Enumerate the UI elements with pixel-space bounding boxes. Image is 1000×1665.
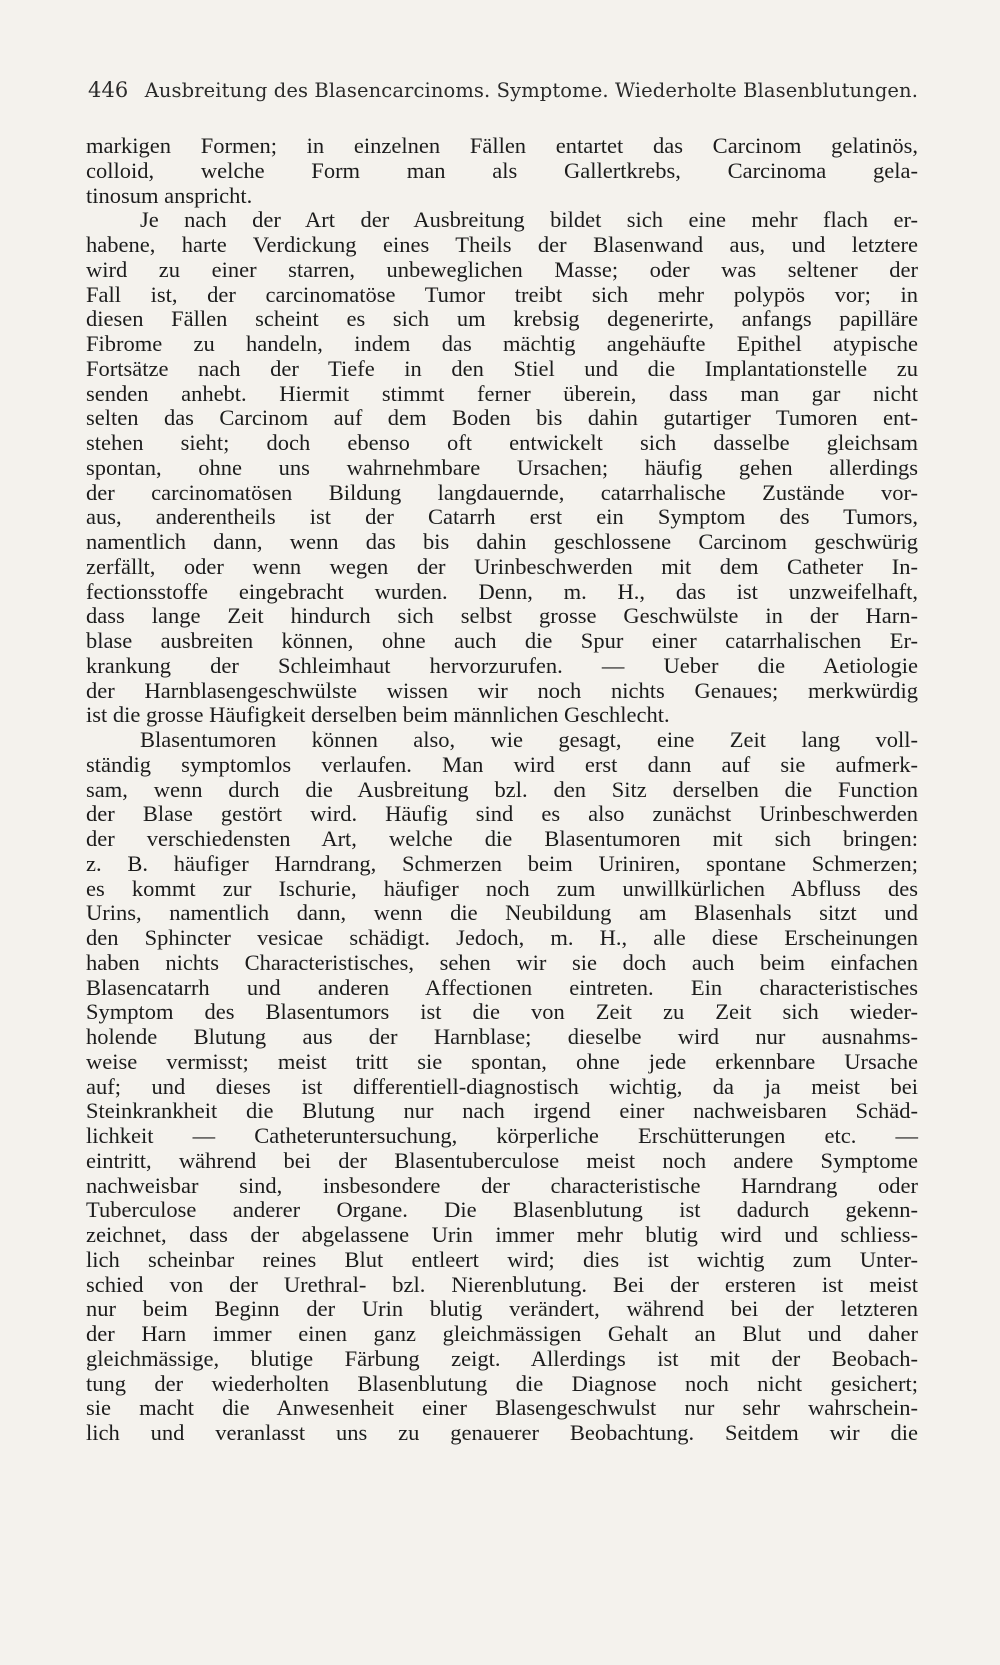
text-line: lich und veranlasst uns zu genauerer Beobachtung. Seitdem wir die	[86, 1420, 918, 1445]
text-line: eintritt, während bei der Blasentuberculose meist noch andere Symptome	[86, 1147, 918, 1173]
text-line: colloid, welche Form man als Gallertkrebs, Carcinoma gela-	[86, 157, 918, 183]
text-line: Blasentumoren können also, wie gesagt, eine Zeit lang voll-	[140, 727, 918, 752]
text-line: der Blase gestört wird. Häufig sind es also zunächst Urinbeschwerden	[86, 801, 918, 827]
text-line: senden anhebt. Hiermit stimmt ferner überein, dass man gar nicht	[86, 380, 918, 406]
running-head	[88, 78, 918, 102]
text-line: markigen Formen; in einzelnen Fällen entartet das Carcinom gelatinös,	[86, 133, 918, 158]
text-line: zerfällt, oder wenn wegen der Urinbeschwerden mit dem Catheter In-	[86, 553, 918, 579]
text-line: Urins, namentlich dann, wenn die Neubildung am Blasenhals sitzt und	[86, 900, 918, 926]
text-line: tinosum anspricht.	[86, 182, 253, 208]
text-line: spontan, ohne uns wahrnehmbare Ursachen; häufig gehen allerdings	[86, 454, 918, 480]
text-line: Fall ist, der carcinomatöse Tumor treibt sich mehr polypös vor; in	[86, 281, 918, 307]
text-line: den Sphincter vesicae schädigt. Jedoch, m. H., alle diese Erscheinungen	[86, 925, 918, 950]
running-title: Ausbreitung des Blasencarcinoms. Symptome. Wiederholte Blasenblutungen.	[144, 79, 919, 102]
text-line: nachweisbar sind, insbesondere der characteristische Harndrang oder	[86, 1172, 918, 1198]
text-line: ständig symptomlos verlaufen. Man wird erst dann auf sie aufmerk-	[86, 751, 918, 777]
text-line: der verschiedensten Art, welche die Blasentumoren mit sich bringen:	[86, 826, 918, 851]
page-number: 446	[88, 78, 129, 102]
text-line: haben nichts Characteristisches, sehen wir sie doch auch beim einfachen	[86, 949, 918, 975]
text-line: namentlich dann, wenn das bis dahin geschlossene Carcinom geschwürig	[86, 529, 918, 554]
text-line: Tuberculose anderer Organe. Die Blasenblutung ist dadurch gekenn-	[86, 1197, 918, 1223]
text-line: der Harn immer einen ganz gleichmässigen Gehalt an Blut und daher	[86, 1321, 918, 1346]
text-line: gleichmässige, blutige Färbung zeigt. Allerdings ist mit der Beobach-	[86, 1345, 918, 1371]
text-line: schied von der Urethral- bzl. Nierenblutung. Bei der ersteren ist meist	[86, 1271, 918, 1297]
text-line: Je nach der Art der Ausbreitung bildet sich eine mehr flach er-	[140, 207, 918, 233]
text-line: krankung der Schleimhaut hervorzurufen. — Ueber die Aetiologie	[86, 652, 918, 678]
text-line: fectionsstoffe eingebracht wurden. Denn, m. H., das ist unzweifelhaft,	[86, 578, 918, 604]
text-line: z. B. häufiger Harndrang, Schmerzen beim Uriniren, spontane Schmerzen;	[86, 850, 918, 876]
text-line: der carcinomatösen Bildung langdauernde, catarrhalische Zustände vor-	[86, 479, 918, 505]
text-line: weise vermisst; meist tritt sie spontan, ohne jede erkennbare Ursache	[86, 1048, 918, 1074]
body-text	[86, 134, 918, 1446]
text-line: blase ausbreiten können, ohne auch die Spur einer catarrhalischen Er-	[86, 628, 918, 653]
text-line: Fortsätze nach der Tiefe in den Stiel und die Implantationstelle zu	[86, 355, 918, 381]
text-line: tung der wiederholten Blasenblutung die Diagnose noch nicht gesichert;	[86, 1370, 918, 1396]
text-line: zeichnet, dass der abgelassene Urin immer mehr blutig wird und schliess-	[86, 1222, 918, 1247]
text-line: dass lange Zeit hindurch sich selbst grosse Geschwülste in der Harn-	[86, 603, 918, 629]
text-line: nur beim Beginn der Urin blutig verändert, während bei der letzteren	[86, 1296, 918, 1322]
text-line: sam, wenn durch die Ausbreitung bzl. den Sitz derselben die Function	[86, 776, 918, 802]
text-line: aus, anderentheils ist der Catarrh erst ein Symptom des Tumors,	[86, 504, 918, 530]
text-line: ist die grosse Häufigkeit derselben beim männlichen Geschlecht.	[86, 702, 670, 728]
text-line: diesen Fällen scheint es sich um krebsig degenerirte, anfangs papilläre	[86, 306, 918, 332]
text-line: Blasencatarrh und anderen Affectionen eintreten. Ein characteristisches	[86, 974, 918, 1000]
text-line: es kommt zur Ischurie, häufiger noch zum unwillkürlichen Abfluss des	[86, 875, 918, 901]
text-line: Steinkrankheit die Blutung nur nach irgend einer nachweisbaren Schäd-	[86, 1098, 918, 1124]
text-line: sie macht die Anwesenheit einer Blasengeschwulst nur sehr wahrschein-	[86, 1395, 918, 1421]
text-line: Fibrome zu handeln, indem das mächtig angehäufte Epithel atypische	[86, 331, 918, 356]
text-line: auf; und dieses ist differentiell-diagnostisch wichtig, da ja meist bei	[86, 1073, 918, 1099]
text-line: selten das Carcinom auf dem Boden bis dahin gutartiger Tumoren ent-	[86, 405, 918, 431]
text-line: Symptom des Blasentumors ist die von Zeit zu Zeit sich wieder-	[86, 999, 918, 1025]
text-line: wird zu einer starren, unbeweglichen Masse; oder was seltener der	[86, 256, 918, 282]
text-line: stehen sieht; doch ebenso oft entwickelt sich dasselbe gleichsam	[86, 430, 918, 455]
text-line: lichkeit — Catheteruntersuchung, körperliche Erschütterungen etc. —	[86, 1123, 918, 1148]
text-line: der Harnblasengeschwülste wissen wir noch nichts Genaues; merkwürdig	[86, 677, 918, 703]
text-line: lich scheinbar reines Blut entleert wird; dies ist wichtig zum Unter-	[86, 1246, 918, 1272]
text-line: habene, harte Verdickung eines Theils der Blasenwand aus, und letztere	[86, 232, 918, 257]
text-line: holende Blutung aus der Harnblase; dieselbe wird nur ausnahms-	[86, 1024, 918, 1049]
